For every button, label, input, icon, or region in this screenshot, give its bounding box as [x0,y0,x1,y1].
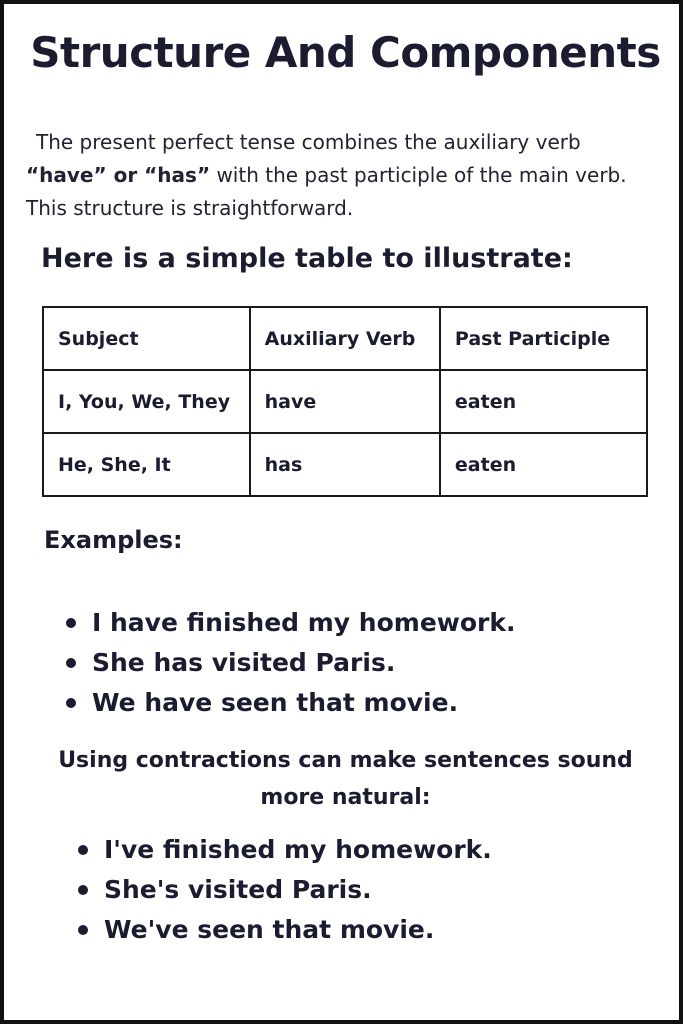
list-item [78,870,492,910]
table-cell: I, You, We, They [43,370,250,433]
intro-paragraph [26,126,666,225]
intro-bold-auxiliaries: “have” or “has” [26,163,211,187]
table-cell: has [250,433,440,496]
bullet-icon [66,698,76,708]
contractions-note: Using contractions can make sentences sound more natural: [58,748,633,810]
table-header-row [43,307,647,370]
list-item-text: I've finished my homework. [104,835,492,864]
bullet-icon [66,658,76,668]
bullet-icon [66,618,76,628]
table-cell: eaten [440,433,647,496]
page-title: Structure And Components [30,28,661,77]
list-item-text: She's visited Paris. [104,875,372,904]
structure-table [42,306,648,497]
list-item [66,683,516,723]
list-item-text: We've seen that movie. [104,915,435,944]
table-header-cell: Auxiliary Verb [250,307,440,370]
table-cell: have [250,370,440,433]
contractions-list [78,830,492,950]
table-row [43,433,647,496]
list-item-text: We have seen that movie. [92,688,459,717]
list-item [78,910,492,950]
list-item [66,603,516,643]
list-item-text: I have finished my homework. [92,608,516,637]
table-row [43,370,647,433]
list-item [66,643,516,683]
list-item [78,830,492,870]
intro-text-part2: with the past participle of the main verb. This structure is straightforward. [26,163,627,220]
table-cell: He, She, It [43,433,250,496]
table-header-cell: Past Participle [440,307,647,370]
intro-text-part1: The present perfect tense combines the auxiliary verb [36,130,581,154]
table-heading: Here is a simple table to illustrate: [41,243,573,274]
bullet-icon [78,885,88,895]
table-header-cell: Subject [43,307,250,370]
examples-list [66,603,516,723]
list-item-text: She has visited Paris. [92,648,396,677]
bullet-icon [78,845,88,855]
examples-heading: Examples: [44,526,183,554]
table-cell: eaten [440,370,647,433]
bullet-icon [78,925,88,935]
